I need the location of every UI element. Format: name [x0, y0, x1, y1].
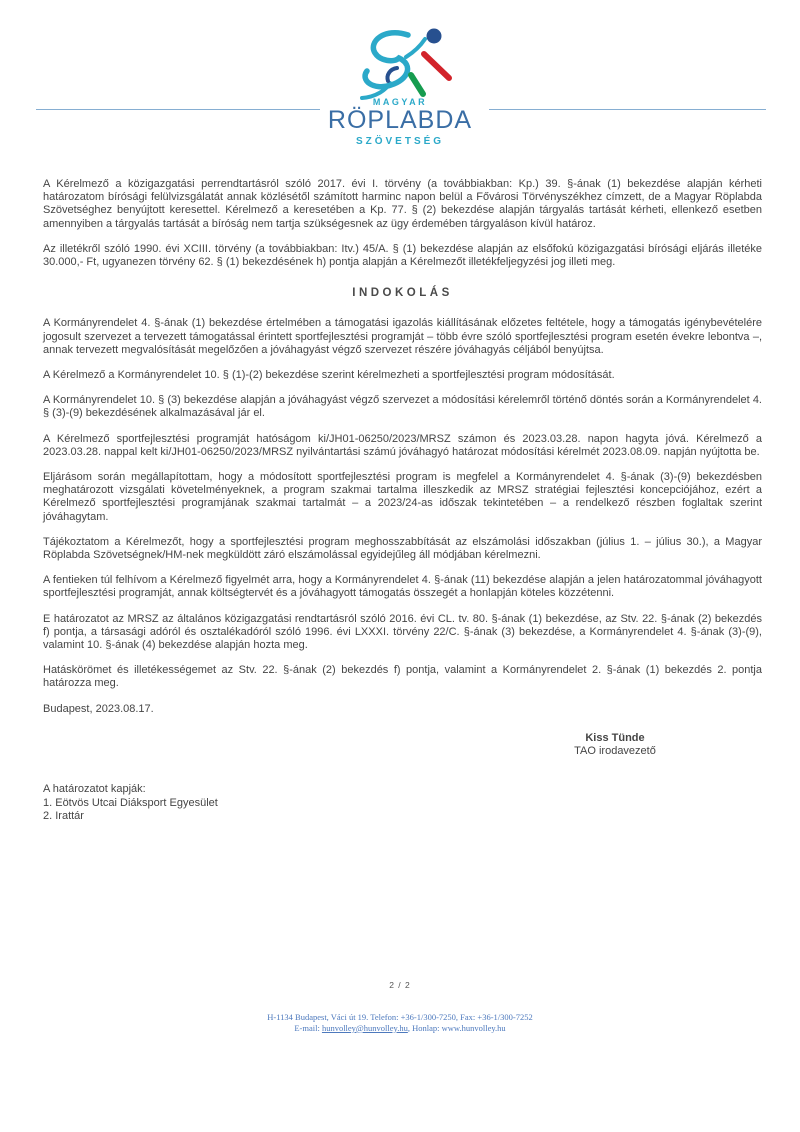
paragraph-decree-10-3: A Kormányrendelet 10. § (3) bekezdése alapján a jóváhagyást végző szervezet a módosítási kérelemről történő döntés során a Kormányrendelet 4. § (3)-(9) bekezdésének alkalmazásával jár el. — [43, 394, 762, 420]
recipient-item: 2. Irattár — [43, 809, 84, 822]
logo-text-roplabda: RÖPLABDA — [327, 106, 473, 134]
signature-block — [520, 732, 710, 758]
signatory-title: TAO irodavezető — [574, 745, 656, 758]
volleyball-player-icon — [344, 28, 459, 100]
footer-homepage-label: , Honlap: — [407, 1022, 440, 1033]
page-number: 2 / 2 — [389, 980, 411, 990]
paragraph-decree-4-1: A Kormányrendelet 4. §-ának (1) bekezdése értelmében a támogatási igazolás kiállításának előzetes feltétele, hogy a támogatás igénybevételére jogosult szervezet a tervezett támogatással érintett sportfejlesztési programját – több évre szóló sportfejlesztési program esetén évekre lebontva –, annak tervezett megvalósítását megelőzően a jóváhagyást végző szervezet részére jóváhagyás céljából benyújtsa. — [43, 317, 762, 356]
dateline: Budapest, 2023.08.17. — [43, 702, 154, 715]
paragraph-findings: Eljárásom során megállapítottam, hogy a módosított sportfejlesztési program is megfelel a Kormányrendelet 4. §-ának (3)-(9) bekezdésben meghatározott vizsgálati követelményeknek, a program szakmai tartalma illeszkedik az MRSZ stratégiai fejlesztési koncepciójához, ezért a Kérelmező sportfejlesztési programjának szakmai tartalmát – a 2023/24-as időszak tekintetében – a rendelkező részben foglaltak szerint jóváhagytam. — [43, 471, 762, 523]
paragraph-extension-info: Tájékoztatom a Kérelmezőt, hogy a sportfejlesztési program meghosszabbítását az elszámolási időszakban (július 1. – július 30.), a Magyar Röplabda Szövetségnek/HM-nek megküldött záró elszámolással egyidejűleg áll módjában kérelmezni. — [43, 535, 762, 562]
logo-text-magyar: MAGYAR — [372, 97, 428, 107]
letterhead — [0, 0, 800, 170]
footer — [0, 1012, 800, 1033]
paragraph-duty-fee: Az illetékről szóló 1990. évi XCIII. törvény (a továbbiakban: Itv.) 45/A. § (1) bekezdése alapján az elsőfokú közigazgatási bírósági eljárás illetéke 30.000,- Ft, ugyanezen törvény 62. § (1) bekezdésének h) pontja alapján a Kérelmezőt illetékfeljegyzési jog illeti meg. — [43, 242, 762, 269]
paragraph-legal-basis: E határozatot az MRSZ az általános közigazgatási rendtartásról szóló 2016. évi CL. tv. 80. §-ának (1) bekezdése, az Stv. 22. §-ának (2) bekezdés f) pontja, a társasági adóról és osztalékadóról szóló 1996. évi LXXXI. törvény 22/C. §-ának (3) bekezdése, a Kormányrendelet 4. §-ának (3)-(9), valamint 10. §-ának (4) bekezdése alapján hozta meg. — [43, 612, 762, 652]
paragraph-program-approval: A Kérelmező sportfejlesztési programját hatóságom ki/JH01-06250/2023/MRSZ számon és 2023.03.28. napon hagyta jóvá. Kérelmező a 2023.03.28. nappal kelt ki/JH01-06250/2023/MRSZ nyilvántartási számú jóváhagyó határozat módosítási kérelmét 2023.08.09. napján nyújtotta be. — [43, 432, 762, 458]
section-heading-indokolas: INDOKOLÁS — [352, 287, 453, 300]
footer-homepage-text: www.hunvolley.hu — [441, 1022, 506, 1033]
signatory-name: Kiss Tünde — [585, 731, 645, 744]
recipient-item: 1. Eötvös Utcai Diáksport Egyesület — [43, 796, 218, 809]
paragraph-publication-duty: A fentieken túl felhívom a Kérelmező figyelmét arra, hogy a Kormányrendelet 4. §-ának (11) bekezdése alapján a jelen határozatommal jóváhagyott sportfejlesztési programját, annak költségtervét és a jóváhagyott támogatás összegét a honlapján köteles közzétenni. — [43, 574, 762, 600]
recipients-label: A határozatot kapják: — [43, 783, 146, 796]
recipients-block — [43, 783, 762, 823]
document-body — [43, 178, 762, 823]
footer-email-link[interactable]: hunvolley@hunvolley.hu — [321, 1022, 408, 1033]
footer-email-label: E-mail: — [294, 1022, 320, 1033]
paragraph-appeal-rights: A Kérelmező a közigazgatási perrendtartásról szóló 2017. évi I. törvény (a továbbiakban: Kp.) 39. §-ának (1) bekezdése alapján kérheti határozatom bírósági felülvizsgálatát annak közlésétől számított harminc napon belül a Fővárosi Törvényszékhez címzett, de a Magyar Röplabda Szövetséghez benyújtott keresettel. Kérelmező a keresetében a Kp. 77. § (2) bekezdése alapján tárgyalás tartását kérheti, ellenkező esetben amennyiben a tárgyalás tartását a bíróság nem tartja szükségesnek az ügy érdemében tárgyaláson kívül határoz. — [43, 178, 762, 230]
footer-address-line: H-1134 Budapest, Váci út 19. Telefon: +36-1/300-7250, Fax: +36-1/300-7252 — [267, 1012, 533, 1022]
paragraph-competence: Hatáskörömet és illetékességemet az Stv. 22. §-ának (2) bekezdés f) pontja, valamint a Kormányrendelet 2. §-ának (1) bekezdés 2. pontja határozza meg. — [43, 664, 762, 690]
footer-contact-line — [0, 1023, 800, 1034]
paragraph-decree-10-1-2: A Kérelmező a Kormányrendelet 10. § (1)-(2) bekezdése szerint kérelmezheti a sportfejlesztési program módosítását. — [43, 369, 615, 382]
logo-text-szovetseg: SZÖVETSÉG — [355, 136, 445, 147]
